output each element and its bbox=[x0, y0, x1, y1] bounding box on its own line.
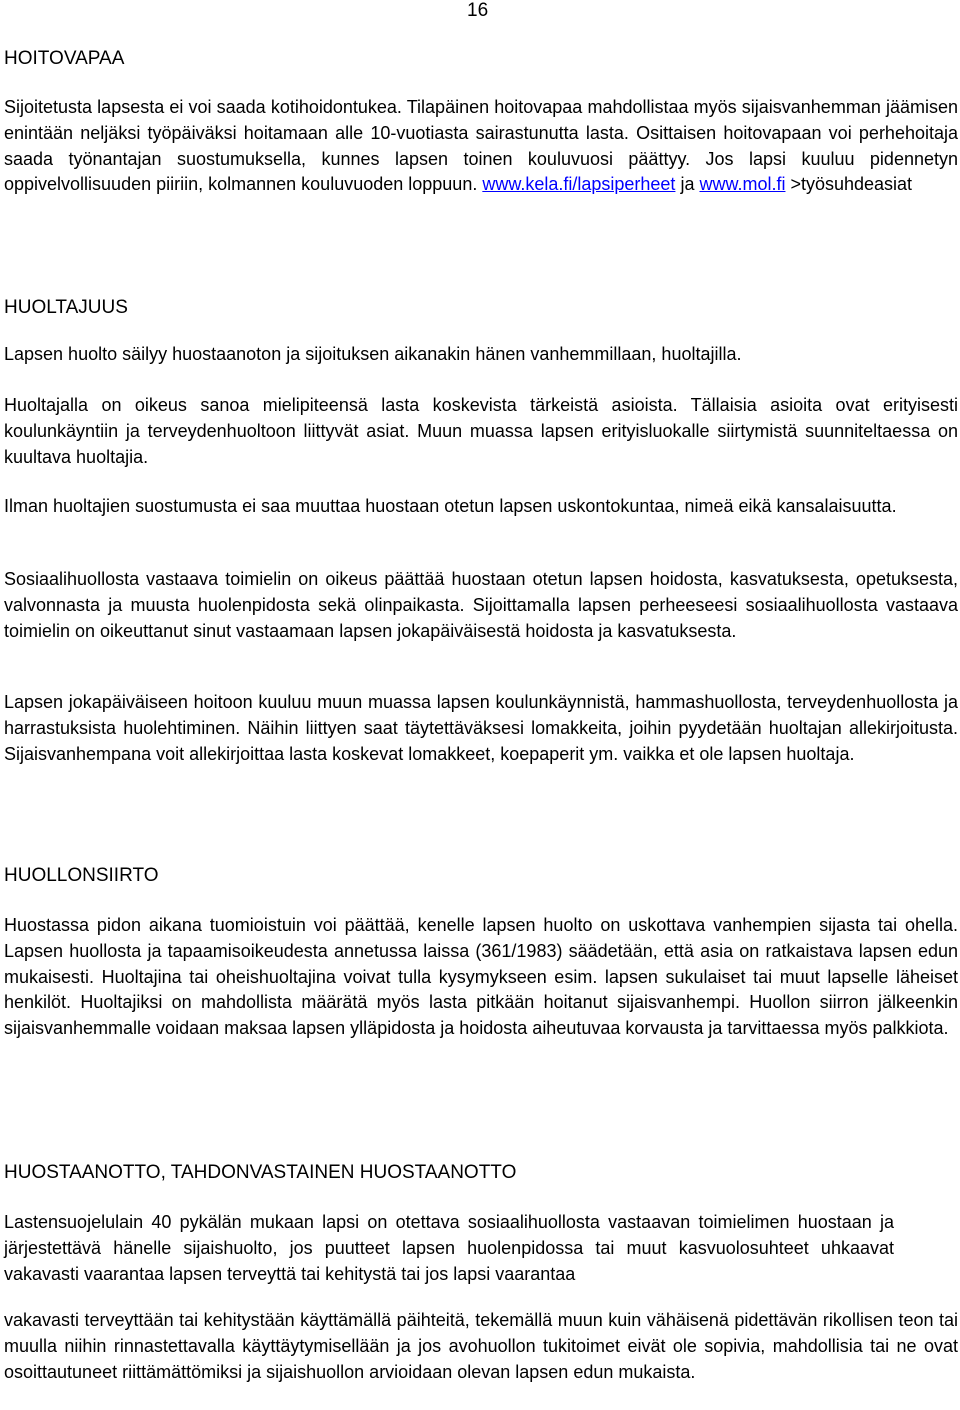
mol-link[interactable]: www.mol.fi bbox=[699, 174, 786, 195]
link-suffix: >työsuhdeasiat bbox=[785, 174, 913, 195]
paragraph-huoltajuus-5: Lapsen jokapäiväiseen hoitoon kuuluu muun muassa lapsen koulunkäynnistä, hammashuollosta, terveydenhuollosta ja harrastuksista huolehtiminen. Näihin liittyen saat täytettäväksesi lomakkeita, joihin pyydetään huoltajan allekirjoitusta. Sijaisvanhempana voit allekirjoittaa lasta koskevat lomakkeet, koepaperit ym. vaikka et ole lapsen huoltaja. bbox=[4, 692, 958, 764]
paragraph-huoltajuus-3: Ilman huoltajien suostumusta ei saa muuttaa huostaan otetun lapsen uskontokuntaa, nimeä eikä kansalaisuutta. bbox=[4, 496, 897, 516]
paragraph-huoltajuus-4: Sosiaalihuollosta vastaava toimielin on oikeus päättää huostaan otetun lapsen hoidosta, kasvatuksesta, opetuksesta, valvonnasta ja muusta huolenpidosta sekä olinpaikasta. Sijoittamalla lapsen perheeseesi sosiaalihuollosta vastaava toimielin on oikeuttanut sinut vastaamaan lapsen jokapäiväisestä hoidosta ja kasvatuksesta. bbox=[4, 569, 958, 641]
section-heading-huollonsiirto: HUOLLONSIIRTO bbox=[4, 865, 159, 886]
paragraph-hoitovapaa bbox=[4, 95, 958, 198]
paragraph-huoltajuus-1: Lapsen huolto säilyy huostaanoton ja sijoituksen aikanakin hänen vanhemmillaan, huoltajilla. bbox=[4, 344, 742, 364]
paragraph-huoltajuus-2: Huoltajalla on oikeus sanoa mielipiteensä lasta koskevista tärkeistä asioista. Tällaisia asioita ovat erityisesti koulunkäyntiin ja terveydenhuoltoon liittyvät asiat. Muun muassa lapsen erityisluokalle siirtymistä suunniteltaessa on kuultava huoltajia. bbox=[4, 395, 958, 467]
link-separator: ja bbox=[675, 174, 700, 195]
section-heading-huoltajuus: HUOLTAJUUS bbox=[4, 297, 128, 318]
kela-link[interactable]: www.kela.fi/lapsiperheet bbox=[482, 174, 676, 195]
paragraph-huostaanotto-2: vakavasti terveyttään tai kehitystään käyttämällä päihteitä, tekemällä muun kuin vähäisenä pidettävän rikollisen teon tai muulla niihin rinnastettavalla käyttäytymisellään ja jos avohuollon tukitoimet eivät ole sopivia, mahdollisia tai ne ovat osoittautuneet riittämättömiksi ja sijaishuollon arvioidaan olevan lapsen edun mukaista. bbox=[4, 1310, 958, 1382]
paragraph-huollonsiirto: Huostassa pidon aikana tuomioistuin voi päättää, kenelle lapsen huolto on uskottava vanhempien sijasta tai ohella. Lapsen huollosta ja tapaamisoikeudesta annetussa laissa (361/1983) säädetään, että asia on ratkaistava lapsen edun mukaisesti. Huoltajina tai oheishuoltajina voivat tulla kysymykseen esim. lapsen sukulaiset tai muut lapselle läheiset henkilöt. Huoltajiksi on mahdollista määrätä myös lasta pitkään hoitanut sijaisvanhempi. Huollon siirron jälkeenkin sijaisvanhemmalle voidaan maksaa lapsen ylläpidosta ja hoidosta aiheutuvaa korvausta ja tarvittaessa myös palkkiota. bbox=[4, 915, 958, 1039]
paragraph-huostaanotto-1: Lastensuojelulain 40 pykälän mukaan lapsi on otettava sosiaalihuollosta vastaavan toimielimen huostaan ja järjestettävä hänelle sijaishuolto, jos puutteet lapsen huolenpidossa tai muut kasvuolosuhteet uhkaavat vakavasti vaarantaa lapsen terveyttä tai kehitystä tai jos lapsi vaarantaa bbox=[4, 1212, 894, 1284]
section-heading-hoitovapaa: HOITOVAPAA bbox=[4, 48, 125, 69]
paragraph-hoitovapaa-text: Sijoitetusta lapsesta ei voi saada kotihoidontukea. Tilapäinen hoitovapaa mahdollistaa myös sijaisvanhemman jäämisen enintään neljäksi työpäiväksi hoitamaan alle 10-vuotiasta sairastunutta lasta. Osittaisen hoitovapaan voi perhehoitaja saada työnantajan suostumuksella, kunnes lapsen toinen kouluvuosi päättyy. Jos lapsi kuuluu pidennetyn oppivelvollisuuden piiriin, kolmannen kouluvuoden loppuun. bbox=[4, 97, 958, 195]
section-heading-huostaanotto: HUOSTAANOTTO, TAHDONVASTAINEN HUOSTAANOTTO bbox=[4, 1162, 517, 1183]
page-number: 16 bbox=[467, 0, 489, 21]
